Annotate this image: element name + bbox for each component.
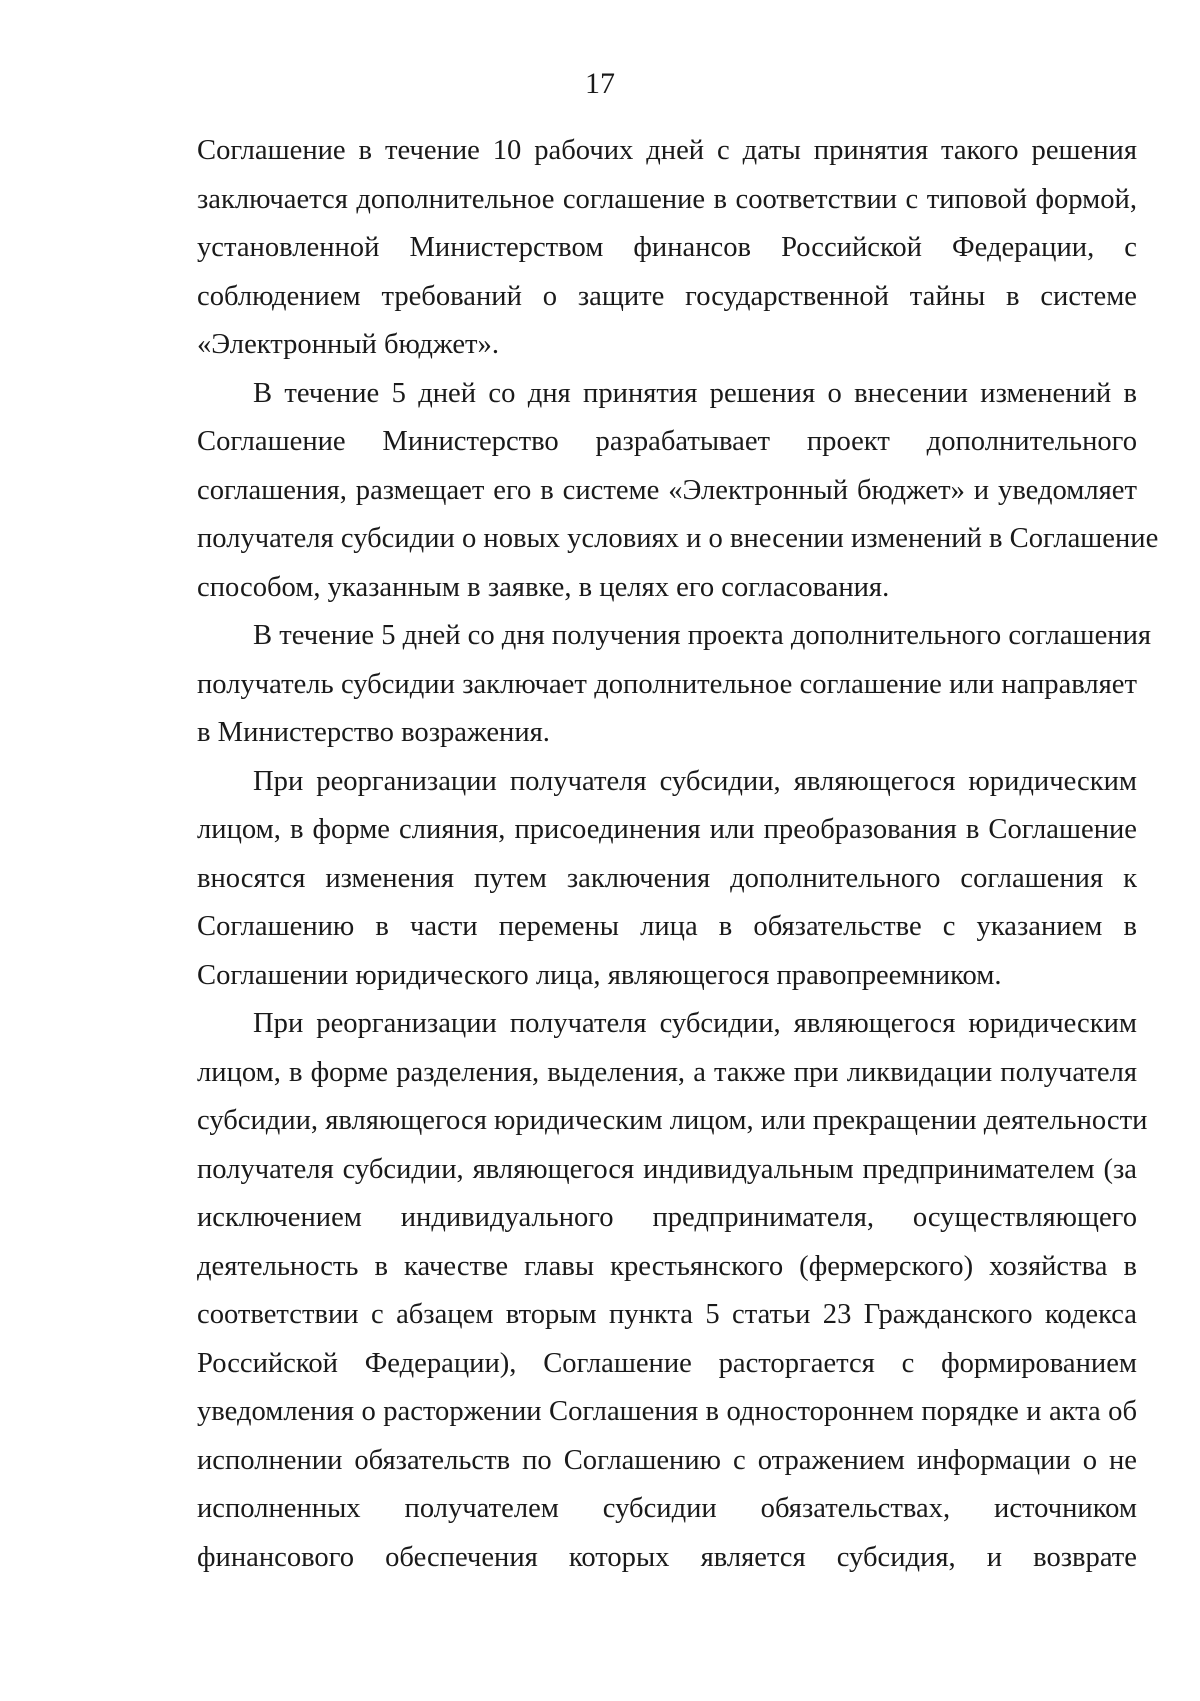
- page-number: 17: [585, 67, 615, 100]
- text-line: лицом, в форме разделения, выделения, а также при ликвидации получателя: [197, 1056, 1137, 1088]
- text-line: Соглашение Министерство разрабатывает проект дополнительного: [197, 426, 1137, 457]
- text-line: получателя субсидии, являющегося индивидуальным предпринимателем (за: [197, 1153, 1137, 1185]
- text-line: Соглашении юридического лица, являющегося правопреемником.: [197, 959, 1002, 991]
- text-line: Российской Федерации), Соглашение расторгается с формированием: [197, 1347, 1137, 1379]
- text-line: Соглашение в течение 10 рабочих дней с даты принятия такого решения: [197, 135, 1137, 166]
- text-line: Соглашению в части перемены лица в обязательстве с указанием в: [197, 911, 1137, 942]
- document-body: [197, 127, 1159, 1582]
- text-line: финансового обеспечения которых является субсидия, и возврате: [197, 1541, 1137, 1573]
- text-line: «Электронный бюджет».: [197, 329, 499, 360]
- text-line: соблюдением требований о защите государственной тайны в системе: [197, 280, 1137, 312]
- paragraph: [197, 370, 1159, 613]
- text-line: в Министерство возражения.: [197, 717, 550, 748]
- text-line: При реорганизации получателя субсидии, являющегося юридическим: [253, 1008, 1137, 1039]
- text-line: получатель субсидии заключает дополнительное соглашение или направляет: [197, 668, 1137, 700]
- text-line: получателя субсидии о новых условиях и о внесении изменений в Соглашение: [197, 523, 1159, 554]
- text-line: деятельность в качестве главы крестьянского (фермерского) хозяйства в: [197, 1250, 1137, 1282]
- text-line: способом, указанным в заявке, в целях его согласования.: [197, 571, 890, 603]
- text-line: вносятся изменения путем заключения дополнительного соглашения к: [197, 862, 1137, 894]
- text-line: установленной Министерством финансов Российской Федерации, с: [197, 232, 1137, 263]
- paragraph: [197, 1000, 1148, 1582]
- paragraph: [197, 758, 1137, 1001]
- text-line: При реорганизации получателя субсидии, являющегося юридическим: [253, 765, 1137, 797]
- text-line: заключается дополнительное соглашение в соответствии с типовой формой,: [197, 183, 1137, 215]
- text-line: соглашения, размещает его в системе «Электронный бюджет» и уведомляет: [197, 474, 1137, 506]
- text-line: лицом, в форме слияния, присоединения или преобразования в Соглашение: [197, 814, 1137, 845]
- text-line: исполненных получателем субсидии обязательствах, источником: [197, 1493, 1137, 1524]
- text-line: субсидии, являющегося юридическим лицом, или прекращении деятельности: [197, 1105, 1148, 1136]
- text-line: уведомления о расторжении Соглашения в одностороннем порядке и акта об: [197, 1396, 1137, 1427]
- text-line: В течение 5 дней со дня получения проекта дополнительного соглашения: [253, 620, 1152, 651]
- text-line: В течение 5 дней со дня принятия решения о внесении изменений в: [253, 377, 1137, 409]
- text-line: исключением индивидуального предпринимателя, осуществляющего: [197, 1202, 1137, 1233]
- paragraph: [197, 612, 1152, 758]
- text-line: соответствии с абзацем вторым пункта 5 статьи 23 Гражданского кодекса: [197, 1299, 1137, 1330]
- paragraph: [197, 127, 1137, 370]
- text-line: исполнении обязательств по Соглашению с отражением информации о не: [197, 1444, 1137, 1476]
